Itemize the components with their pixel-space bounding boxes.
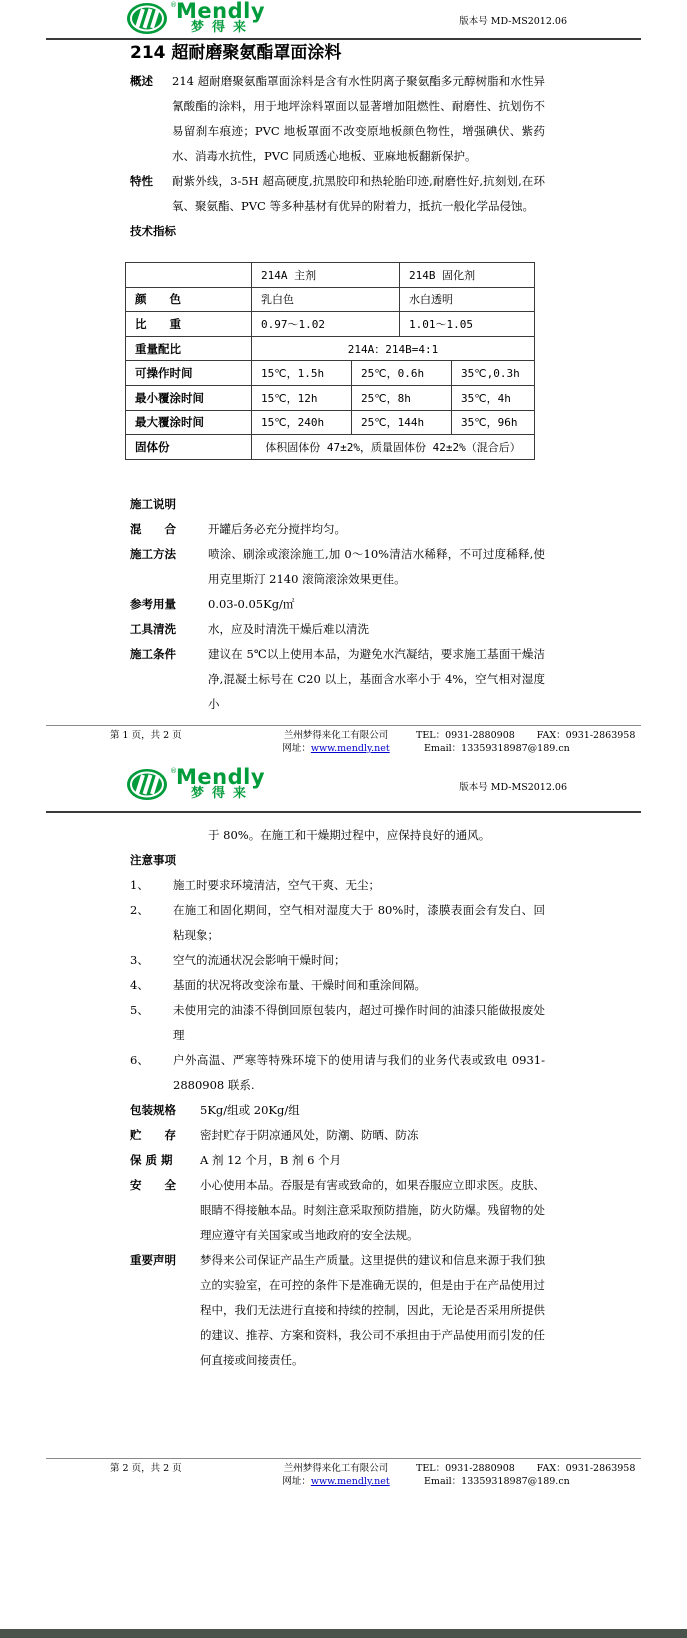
tech-spec-table <box>125 262 535 460</box>
note-text: 空气的流通状况会影响干燥时间； <box>173 953 346 967</box>
tel-fax-line <box>416 1462 635 1475</box>
website-line <box>266 742 406 755</box>
note-text: 在施工和固化期间，空气相对湿度大于 80%时，漆膜表面会有发白、回粘现象； <box>173 903 545 942</box>
cell-15c: 15℃，12h <box>251 386 351 410</box>
fax: FAX：0931-2863958 <box>536 1463 636 1474</box>
tech-heading: 技术指标 <box>130 224 176 238</box>
solids-value: 体积固体份 47±2%，质量固体份 42±2%（混合后） <box>251 435 534 459</box>
note-number: 1、 <box>130 878 149 892</box>
fax: FAX：0931-2863958 <box>536 730 636 741</box>
application-method-item <box>130 542 545 592</box>
note-item-5 <box>130 998 545 1048</box>
header-empty-cell <box>126 263 251 287</box>
item-label: 安 全 <box>130 1178 176 1192</box>
note-item-2 <box>130 898 545 948</box>
row-label: 最大覆涂时间 <box>135 415 204 430</box>
cell-214b: 1.01～1.05 <box>399 312 534 336</box>
item-text: 小心使用本品。吞服是有害或致命的，如果吞服应立即求医。皮肤、眼睛不得接触本品。时刻注意采取预防措施，防火防爆。残留物的处理应遵守有关国家或当地政府的安全法规。 <box>200 1178 545 1242</box>
brand-name: Mendly <box>176 0 266 23</box>
page2-content <box>130 823 545 1373</box>
cell-25c: 25℃，144h <box>351 411 451 435</box>
table-row-pot-life <box>126 361 534 386</box>
footer-company-block <box>266 729 406 755</box>
overview-text: 214 超耐磨聚氨酯罩面涂料是含有水性阴离子聚氨酯多元醇树脂和水性异氰酸酯的涂料，用于地坪涂料罩面以显著增加阻燃性、耐磨性、抗划伤不易留刹车痕迹；PVC 地板罩面不改变原地板颜色物性，增强碘伏、紫药水、消毒水抗性，PVC 同质透心地板、亚麻地板翻新保护。 <box>172 74 545 163</box>
tel-fax-line <box>416 729 635 742</box>
overview-section <box>130 69 545 169</box>
safety-item <box>130 1173 545 1248</box>
table-row-color <box>126 288 534 313</box>
page-header <box>46 758 641 813</box>
item-label: 施工方法 <box>130 546 176 561</box>
disclaimer-item <box>130 1248 545 1373</box>
item-label: 参考用量 <box>130 596 176 611</box>
item-label: 施工条件 <box>130 646 176 661</box>
row-label: 比 重 <box>135 316 181 331</box>
note-item-4 <box>130 973 545 998</box>
note-number: 2、 <box>130 903 149 917</box>
row-label: 可操作时间 <box>135 366 193 381</box>
email: Email：13359318987@189.cn <box>424 743 570 754</box>
page-number: 第 2 页，共 2 页 <box>110 1463 182 1474</box>
note-number: 3、 <box>130 953 149 967</box>
cell-25c: 25℃，0.6h <box>351 361 451 385</box>
item-text: 水，应及时清洗干燥后难以清洗 <box>208 621 369 636</box>
logo-text <box>176 2 265 35</box>
features-label: 特性 <box>130 174 153 188</box>
registered-mark: ® <box>170 767 177 775</box>
coverage-item <box>130 592 545 617</box>
cell-15c: 15℃，240h <box>251 411 351 435</box>
cell-35c: 35℃，4h <box>451 386 534 410</box>
storage-item <box>130 1123 545 1148</box>
bottom-bar <box>0 1629 687 1638</box>
mixing-item <box>130 517 545 542</box>
page-number: 第 1 页，共 2 页 <box>110 730 182 741</box>
features-section <box>130 169 545 219</box>
item-text: 梦得来公司保证产品生产质量。这里提供的建议和信息来源于我们独立的实验室，在可控的条件下是准确无误的，但是由于在产品使用过程中，我们无法进行直接和持续的控制，因此，无论是否采用所提供的建议、推荐、方案和资料，我公司不承担由于产品使用而引发的任何直接或间接责任。 <box>200 1253 545 1367</box>
item-label: 保 质 期 <box>130 1153 173 1167</box>
page-2 <box>0 758 687 1638</box>
page1-content <box>130 69 545 244</box>
header-214a: 214A 主剂 <box>251 263 399 287</box>
mendly-logo <box>126 2 265 35</box>
version-label: 版本号 MD-MS2012.06 <box>459 16 567 27</box>
cell-15c: 15℃，1.5h <box>251 361 351 385</box>
website-link[interactable]: www.mendly.net <box>310 1476 390 1487</box>
cell-214a: 0.97～1.02 <box>251 312 399 336</box>
item-label: 重要声明 <box>130 1253 176 1267</box>
conditions-item <box>130 642 545 717</box>
cell-35c: 35℃,0.3h <box>451 361 534 385</box>
note-text: 未使用完的油漆不得倒回原包装内，超过可操作时间的油漆只能做报废处理 <box>173 1003 545 1042</box>
table-row-ratio <box>126 337 534 362</box>
item-text: 5Kg/组或 20Kg/组 <box>200 1103 300 1117</box>
item-label: 贮 存 <box>130 1128 176 1142</box>
company-name: 兰州梦得来化工有限公司 <box>283 730 389 741</box>
page-header <box>46 0 641 40</box>
company-name: 兰州梦得来化工有限公司 <box>283 1463 389 1474</box>
mendly-logo-icon <box>126 2 172 35</box>
cell-214b: 水白透明 <box>399 288 534 312</box>
header-214b: 214B 固化剂 <box>399 263 534 287</box>
construction-content <box>130 492 545 717</box>
item-label: 包装规格 <box>130 1103 176 1117</box>
cell-214a: 乳白色 <box>251 288 399 312</box>
table-row-min-recoat <box>126 386 534 411</box>
tool-cleaning-item <box>130 617 545 642</box>
shelf-life-item <box>130 1148 545 1173</box>
brand-name-cn: 梦得来 <box>191 20 255 35</box>
brand-name: Mendly <box>176 765 266 789</box>
item-label: 工具清洗 <box>130 621 176 636</box>
item-text: 喷涂、刷涂或滚涂施工,加 0～10%清洁水稀释，不可过度稀释,使用克里斯汀 2140 滚筒滚涂效果更佳。 <box>208 546 545 586</box>
version-label: 版本号 MD-MS2012.06 <box>459 782 567 793</box>
ratio-value: 214A：214B=4:1 <box>251 337 534 361</box>
continuation-text: 于 80%。在施工和干燥期过程中，应保持良好的通风。 <box>208 828 491 842</box>
item-text: 建议在 5℃以上使用本品，为避免水汽凝结，要求施工基面干燥洁净,混凝土标号在 C20 以上，基面含水率小于 4%，空气相对湿度小 <box>208 646 545 711</box>
table-row-header <box>126 263 534 288</box>
item-label: 混 合 <box>130 521 176 536</box>
cell-25c: 25℃，8h <box>351 386 451 410</box>
item-text: 密封贮存于阴凉通风处，防潮、防晒、防冻 <box>200 1128 419 1142</box>
note-text: 施工时要求环境清洁，空气干爽、无尘； <box>173 878 380 892</box>
footer-company-block <box>266 1462 406 1488</box>
note-number: 4、 <box>130 978 149 992</box>
row-label: 固体份 <box>135 439 170 454</box>
mendly-logo-icon <box>126 768 172 801</box>
page-title: 214 超耐磨聚氨酯罩面涂料 <box>130 43 342 63</box>
website-line <box>266 1475 406 1488</box>
brand-name-cn: 梦得来 <box>191 786 255 801</box>
note-item-1 <box>130 873 545 898</box>
mendly-logo <box>126 765 266 801</box>
note-number: 5、 <box>130 1003 149 1017</box>
table-row-max-recoat <box>126 411 534 436</box>
note-text: 基面的状况将改变涂布量、干燥时间和重涂间隔。 <box>173 978 426 992</box>
tel: TEL：0931-2880908 <box>416 1463 515 1474</box>
item-text: 开罐后务必充分搅拌均匀。 <box>208 521 346 536</box>
note-item-6 <box>130 1048 545 1098</box>
item-text: A 剂 12 个月，B 剂 6 个月 <box>200 1153 342 1167</box>
conditions-continuation <box>130 823 545 848</box>
overview-label: 概述 <box>130 74 153 88</box>
note-item-3 <box>130 948 545 973</box>
footer-contact-block <box>416 729 635 755</box>
page1-footer <box>46 725 641 755</box>
note-number: 6、 <box>130 1053 149 1067</box>
table-row-gravity <box>126 312 534 337</box>
notes-heading: 注意事项 <box>130 853 176 867</box>
item-text: 0.03-0.05Kg/㎡ <box>208 596 295 611</box>
note-text: 户外高温、严寒等特殊环境下的使用请与我们的业务代表或致电 0931-2880908 联系. <box>173 1053 545 1092</box>
table-row-solids <box>126 435 534 460</box>
website-label: 网址： <box>282 743 311 754</box>
logo-text <box>176 765 266 801</box>
packaging-item <box>130 1098 545 1123</box>
website-label: 网址： <box>282 1476 311 1487</box>
tel: TEL：0931-2880908 <box>416 730 515 741</box>
page-1 <box>0 0 687 758</box>
registered-mark: ® <box>170 1 177 9</box>
page2-footer <box>46 1458 641 1488</box>
email: Email：13359318987@189.cn <box>424 1476 570 1487</box>
construction-heading: 施工说明 <box>130 496 176 511</box>
row-label: 颜 色 <box>135 292 181 307</box>
row-label: 重量配比 <box>135 341 181 356</box>
row-label: 最小覆涂时间 <box>135 390 204 405</box>
website-link[interactable]: www.mendly.net <box>310 743 390 754</box>
cell-35c: 35℃，96h <box>451 411 534 435</box>
features-text: 耐紫外线，3-5H 超高硬度,抗黑胶印和热轮胎印迹,耐磨性好,抗刻划,在环氧、聚氨酯、PVC 等多种基材有优异的附着力，抵抗一般化学品侵蚀。 <box>172 174 545 213</box>
footer-contact-block <box>416 1462 635 1488</box>
